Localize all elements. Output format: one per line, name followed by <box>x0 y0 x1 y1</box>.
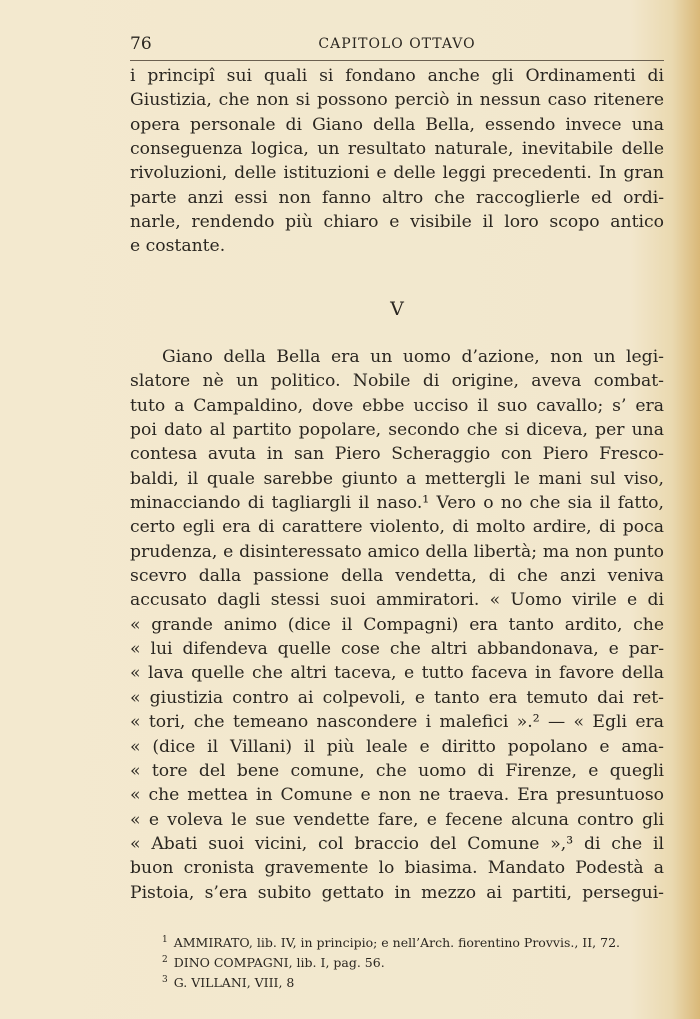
paragraph-giano <box>130 345 664 905</box>
text-line: scevro dalla passione della vendetta, di che anzi veniva <box>130 566 664 587</box>
text-line: poi dato al partito popolare, secondo che si diceva, per una <box>130 420 664 441</box>
text-line: minacciando di tagliargli il naso.¹ Vero o no che sia il fatto, <box>130 493 664 514</box>
text-line: Giano della Bella era un uomo d’azione, non un legi- <box>162 347 664 367</box>
text-line: « lui difendeva quelle cose che altri abbandonava, e par- <box>130 639 664 660</box>
text-line: « (dice il Villani) il più leale e diritto popolano e ama- <box>130 736 664 757</box>
text-line: i principî sui quali si fondano anche gli Ordinamenti di <box>130 66 664 86</box>
text-line: slatore nè un politico. Nobile di origine, aveva combat- <box>130 371 664 392</box>
text-line: accusato dagli stessi suoi ammiratori. « Uomo virile e di <box>130 590 664 611</box>
text-line: « lava quelle che altri taceva, e tutto faceva in favore della <box>130 663 664 684</box>
text-line: certo egli era di carattere violento, di molto ardire, di poca <box>130 517 664 538</box>
text-line: « grande animo (dice il Compagni) era tanto ardito, che <box>130 614 664 635</box>
text-line: « che mettea in Comune e non ne traeva. Era presuntuoso <box>130 785 664 806</box>
text-line: narle, rendendo più chiaro e visibile il loro scopo antico <box>130 212 664 233</box>
text-line: baldi, il quale sarebbe giunto a mettergli le mani sul viso, <box>130 468 664 489</box>
text-line: « e voleva le sue vendette fare, e fecene alcuna contro gli <box>130 809 664 830</box>
text-line: « tori, che temeano nascondere i malefici ».² — « Egli era <box>130 712 664 733</box>
text-line: contesa avuta in san Piero Scheraggio con Piero Fresco- <box>130 444 664 465</box>
running-title: CAPITOLO OTTAVO <box>318 36 476 52</box>
text-line: parte anzi essi non fanno altro che raccoglierle ed ordi- <box>130 187 664 208</box>
text-line: « Abati suoi vicini, col braccio del Comune »,³ di che il <box>130 833 664 854</box>
text-line: Pistoia, s’era subito gettato in mezzo ai partiti, persegui- <box>130 882 664 903</box>
header-rule <box>130 60 664 61</box>
footnotes <box>162 930 667 990</box>
page-header <box>130 34 664 58</box>
footnote-mark: 3 <box>162 975 168 985</box>
text-line: rivoluzioni, delle istituzioni e delle leggi precedenti. In gran <box>130 163 664 184</box>
text-line: opera personale di Giano della Bella, essendo invece una <box>130 114 664 135</box>
footnote <box>162 950 667 970</box>
text-line: « giustizia contro ai colpevoli, e tanto era temuto dai ret- <box>130 687 664 708</box>
section-heading: V <box>390 298 404 320</box>
paragraph-continuation <box>130 64 664 259</box>
footnote-text: G. VILLANI, VIII, 8 <box>173 975 295 991</box>
page-number: 76 <box>130 34 152 54</box>
footnote <box>162 930 667 950</box>
footnote-mark: 1 <box>162 935 168 945</box>
footnote-text: DINO COMPAGNI, lib. I, pag. 56. <box>173 955 385 971</box>
text-line: tuto a Campaldino, dove ebbe ucciso il suo cavallo; s’ era <box>130 395 664 416</box>
text-line: conseguenza logica, un resultato naturale, inevitabile delle <box>130 139 664 160</box>
footnote-mark: 2 <box>162 955 168 965</box>
text-line: prudenza, e disinteressato amico della libertà; ma non punto <box>130 541 664 562</box>
footnote <box>162 970 667 990</box>
text-line: e costante. <box>130 236 226 257</box>
footnote-text: AMMIRATO, lib. IV, in principio; e nell’Arch. fiorentino Provvis., II, 72. <box>173 935 620 951</box>
text-line: buon cronista gravemente lo biasima. Mandato Podestà a <box>130 858 664 879</box>
text-line: Giustizia, che non si possono perciò in nessun caso ritenere <box>130 90 664 111</box>
text-line: « tore del bene comune, che uomo di Firenze, e quegli <box>130 760 664 781</box>
